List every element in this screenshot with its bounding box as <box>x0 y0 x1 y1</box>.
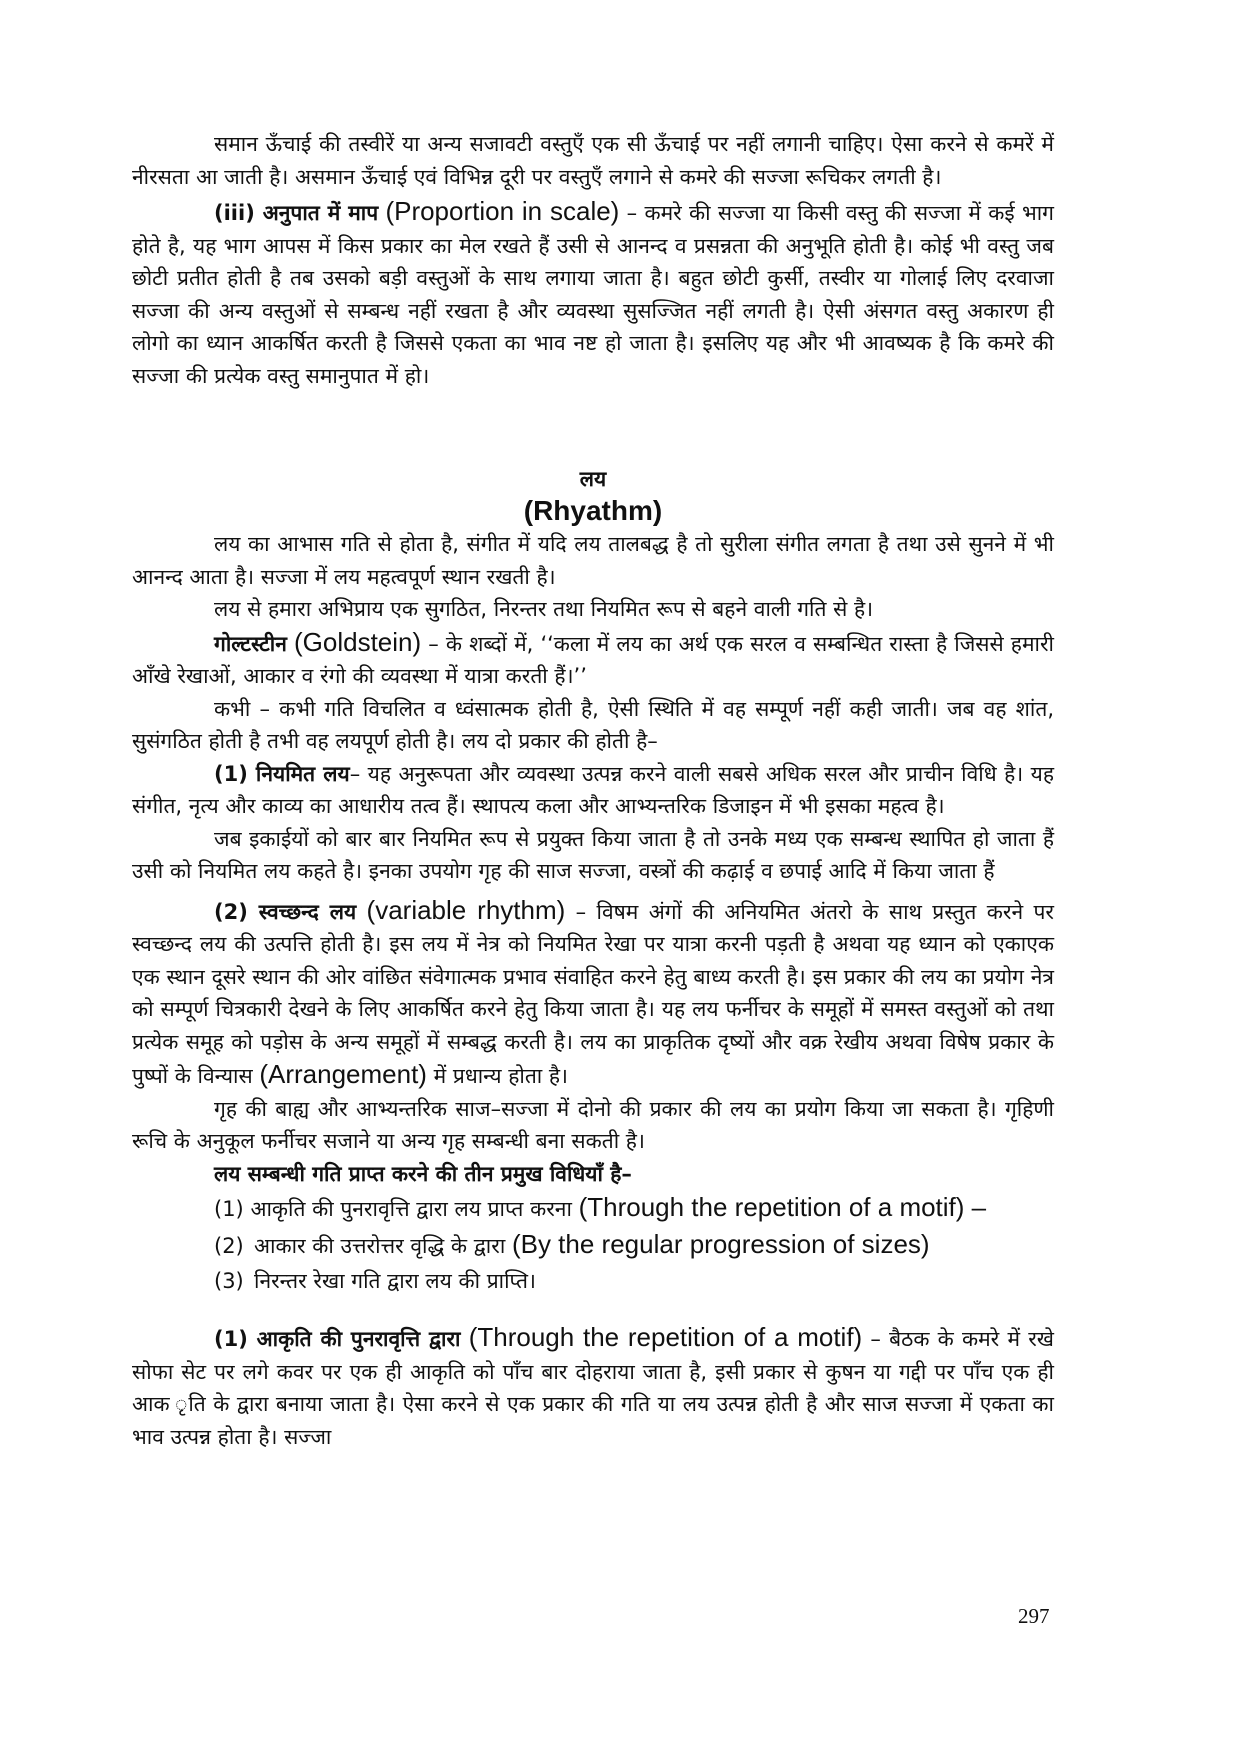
page-number: 297 <box>1018 1604 1050 1628</box>
paragraph-goldstein <box>132 626 1054 693</box>
list-item <box>132 1227 1054 1264</box>
list-item-text-english: (By the regular progression of sizes) <box>511 1229 930 1259</box>
rhythm-heading <box>132 464 1054 528</box>
arrangement-english: (Arrangement) <box>259 1059 427 1089</box>
paragraph-regular-rhythm <box>132 758 1054 823</box>
goldstein-label-english: (Goldstein) <box>293 626 422 657</box>
list-item <box>132 1190 1054 1227</box>
proportion-label-hindi: (iii) अनुपात में माप <box>214 201 379 225</box>
methods-list <box>132 1190 1054 1299</box>
paragraph-home-decor: गृह की बाह्य और आभ्यन्तरिक साज–सज्जा में दोनो की प्रकार की लय का प्रयोग किया जा सकता है। गृहिणी रूचि के अनुकूल फर्नीचर सजाने या अन्य गृह सम्बन्धी बना सकती है। <box>132 1096 1054 1153</box>
list-item-text-english: (Through the repetition of a motif) – <box>578 1192 987 1222</box>
paragraph-variable-rhythm <box>132 894 1054 1093</box>
list-item <box>132 1264 1054 1299</box>
variable-rhythm-text: – विषम अंगों की अनियमित अंतरो के साथ प्रस्तुत करने पर स्वच्छन्द लय की उत्पत्ति होती है। इस लय में नेत्र को नियमित रेखा पर यात्रा करनी पड़ती है अथवा यह ध्यान को एकाएक एक स्थान दूसरे स्थान की ओर वांछित संवेगात्मक प्रभाव संवाहित करने हेतु बाध्य करती है। इस प्रकार की लय का प्रयोग नेत्र को सम्पूर्ण चित्रकारी देखने के लिए आकर्षित करने हेतु किया जाता है। यह लय फर्नीचर के समूहों में समस्त वस्तुओं को तथा प्रत्येक समूह को पड़ोस के अन्य समूहों में सम्बद्ध करती है। लय का प्राकृतिक दृष्यों और वक्र रेखीय अथवा विषेष प्रकार के पुष्पों के विन्यास <box>132 899 1054 1088</box>
list-item-text-hindi: आकार की उत्तरोत्तर वृद्धि के द्वारा <box>254 1234 512 1258</box>
goldstein-label-hindi: गोल्टस्टीन <box>214 631 287 656</box>
paragraph-rhythm-intro: लय का आभास गति से होता है, संगीत में यदि लय तालबद्ध है तो सुरीला संगीत लगता है तथा उसे सुनने में भी आनन्द आता है। सज्जा में लय महत्वपूर्ण स्थान रखती है। <box>132 532 1054 589</box>
proportion-label-english: (Proportion in scale) <box>385 196 620 226</box>
motif-text: – बैठक के कमरे में रखे सोफा सेट पर लगे कवर पर एक ही आकृति को पाँच बार दोहराया जाता है, इसी प्रकार से कुषन या गद्दी पर पाँच एक ही आक ृति के द्वारा बनाया जाता है। ऐसा करने से एक प्रकार की गति या लय उत्पन्न होती है और साज सज्जा में एकता का भाव उत्पन्न होता है। सज्जा <box>132 1327 1054 1449</box>
list-item-number: (1) <box>214 1197 244 1221</box>
regular-rhythm-text: – यह अनुरूपता और व्यवस्था उत्पन्न करने वाली सबसे अधिक सरल और प्राचीन विधि है। यह संगीत, नृत्य और काव्य का आधारीय तत्व हैं। स्थापत्य कला और आभ्यन्तरिक डिजाइन में भी इसका महत्व है। <box>132 761 1054 818</box>
paragraph-equal-height: समान ऊँचाई की तस्वीरें या अन्य सजावटी वस्तुएँ एक सी ऊँचाई पर नहीं लगानी चाहिए। ऐसा करने से कमरें में नीरसता आ जाती है। असमान ऊँचाई एवं विभिन्न दूरी पर वस्तुएँ लगाने से कमरे की सज्जा रूचिकर लगती है। <box>132 132 1054 189</box>
goldstein-quote: – के शब्दों में, ‘‘कला में लय का अर्थ एक सरल व सम्बन्धित रास्ता है जिससे हमारी आँखे रेखाओं, आकार व रंगो की व्यवस्था में यात्रा करती हैं।’’ <box>132 631 1054 688</box>
variable-rhythm-label-english: (variable rhythm) <box>366 894 566 925</box>
regular-rhythm-label: (1) नियमित लय <box>214 761 350 786</box>
variable-rhythm-label-hindi: (2) स्वच्छन्द लय <box>214 899 357 924</box>
list-item-number: (3) <box>214 1269 244 1293</box>
paragraph-rhythm-types: कभी – कभी गति विचलित व ध्वंसात्मक होती है, ऐसी स्थिति में वह सम्पूर्ण नहीं कही जाती। जब वह शांत, सुसंगठित होती है तभी वह लयपूर्ण होती है। लय दो प्रकार की होती है– <box>132 696 1054 753</box>
page-body <box>132 128 1054 1453</box>
paragraph-regular-rhythm-use: जब इकाईयों को बार बार नियमित रूप से प्रयुक्त किया जाता है तो उनके मध्य एक सम्बन्ध स्थापित हो जाता हैं उसी को नियमित लय कहते है। इनका उपयोग गृह की साज सज्जा, वस्त्रों की कढ़ाई व छपाई आदि में किया जाता हैं <box>132 826 1054 883</box>
paragraph-motif-repetition <box>132 1321 1054 1453</box>
paragraph-proportion <box>132 195 1054 392</box>
rhythm-heading-english: (Rhyathm) <box>523 495 663 526</box>
list-item-number: (2) <box>214 1234 244 1258</box>
list-item-text-hindi: आकृति की पुनरावृत्ति द्वारा लय प्राप्त करना <box>250 1197 579 1221</box>
motif-label-hindi: (1) आकृति की पुनरावृत्ति द्वारा <box>214 1327 461 1351</box>
variable-rhythm-text-end: में प्रधान्य होता है। <box>426 1064 569 1088</box>
rhythm-heading-hindi: लय <box>579 467 607 491</box>
motif-label-english: (Through the repetition of a motif) <box>468 1322 863 1352</box>
methods-heading: लय सम्बन्धी गति प्राप्त करने की तीन प्रमुख विधियाँ है– <box>214 1161 632 1186</box>
paragraph-rhythm-meaning: लय से हमारा अभिप्राय एक सुगठित, निरन्तर तथा नियमित रूप से बहने वाली गति से है। <box>214 597 874 621</box>
proportion-text: – कमरे की सज्जा या किसी वस्तु की सज्जा में कई भाग होते है, यह भाग आपस में किस प्रकार का मेल रखते हैं उसी से आनन्द व प्रसन्नता की अनुभूति होती है। कोई भी वस्तु जब छोटी प्रतीत होती है तब उसको बड़ी वस्तुओं के साथ लगाया जाता है। बहुत छोटी कुर्सी, तस्वीर या गोलाई लिए दरवाजा सज्जा की अन्य वस्तुओं से सम्बन्ध नहीं रखता है और व्यवस्था सुसज्जित नहीं लगती है। ऐसी अंसगत वस्तु अकारण ही लोगो का ध्यान आकर्षित करती है जिससे एकता का भाव नष्ट हो जाता है। इसलिए यह और भी आवष्यक है कि कमरे की सज्जा की प्रत्येक वस्तु समानुपात में हो। <box>132 201 1054 388</box>
list-item-text-hindi: निरन्तर रेखा गति द्वारा लय की प्राप्ति। <box>254 1269 536 1293</box>
